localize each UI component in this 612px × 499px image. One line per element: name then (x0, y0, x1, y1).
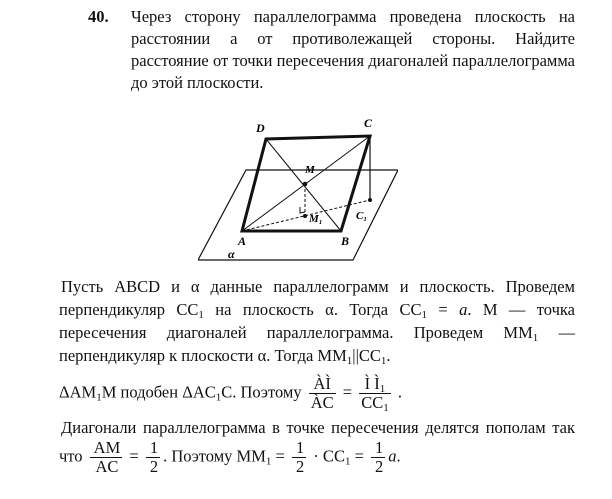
geometry-figure (198, 112, 398, 272)
right-angle-mark (300, 207, 305, 213)
label-a: A (238, 234, 247, 248)
fraction-one-half-2: $\frac{1}{2}$ (292, 439, 306, 476)
solution-similarity-line: $\Delta AM_1M$ подобен $\Delta AC_1C$. Поэтому $\frac{ÀÌ}{ÀC}$ = $\frac{Ì Ì_1}{CC_1}$ . (59, 374, 402, 414)
fraction-am-ac: $\frac{ÀÌ}{ÀC}$ (310, 374, 334, 412)
label-m: M (305, 164, 315, 176)
fraction-am-ac-2: $\frac{AM}{AC}$ (90, 439, 123, 476)
fraction-one-half-3: $\frac{1}{2}$ (371, 439, 385, 476)
label-c1: C₁ (356, 210, 368, 222)
parallelogram-plane-diagram (198, 112, 398, 267)
solution (59, 275, 575, 476)
label-alpha: α (228, 247, 235, 261)
problem-statement (88, 6, 575, 94)
solution-paragraph-1: Пусть ABCD и α данные параллелограмм и плоскость. Проведем перпендикуляр $CC_1$ на плоскость α. Тогда $CC_1 = a$. M — точка пересечения диагоналей параллелограмма. Проведем $MM_1$ — перпендикуляр к плоскости α. Тогда $MM_1||CC_1$. (59, 277, 576, 367)
label-m1: M₁ (309, 213, 323, 225)
label-d: D (256, 121, 265, 135)
problem-text: Через сторону параллелограмма проведена плоскость на расстоянии a от противолежащей стороны. Найдите расстояние от точки пересечения диагоналей параллелограмма до этой плоскости. (131, 7, 575, 92)
solution-paragraph-3: Диагонали параллелограмма в точке пересечения делятся пополам так что $\frac{AM}{AC}$ = $\frac{1}{2}$ . Поэтому $MM_1$ = $\frac{1}{2}$ · $CC_1$ = $\frac{1}{2}$ a. (59, 418, 575, 476)
point-c1 (368, 198, 372, 202)
problem-number: 40. (88, 7, 109, 26)
fraction-one-half: $\frac{1}{2}$ (146, 439, 160, 476)
label-c: C (364, 116, 373, 130)
fraction-mm-cc1: $\frac{Ì Ì_1}{CC_1}$ (361, 374, 389, 414)
point-m1 (303, 214, 307, 218)
point-m (303, 182, 308, 187)
label-b: B (341, 234, 350, 248)
